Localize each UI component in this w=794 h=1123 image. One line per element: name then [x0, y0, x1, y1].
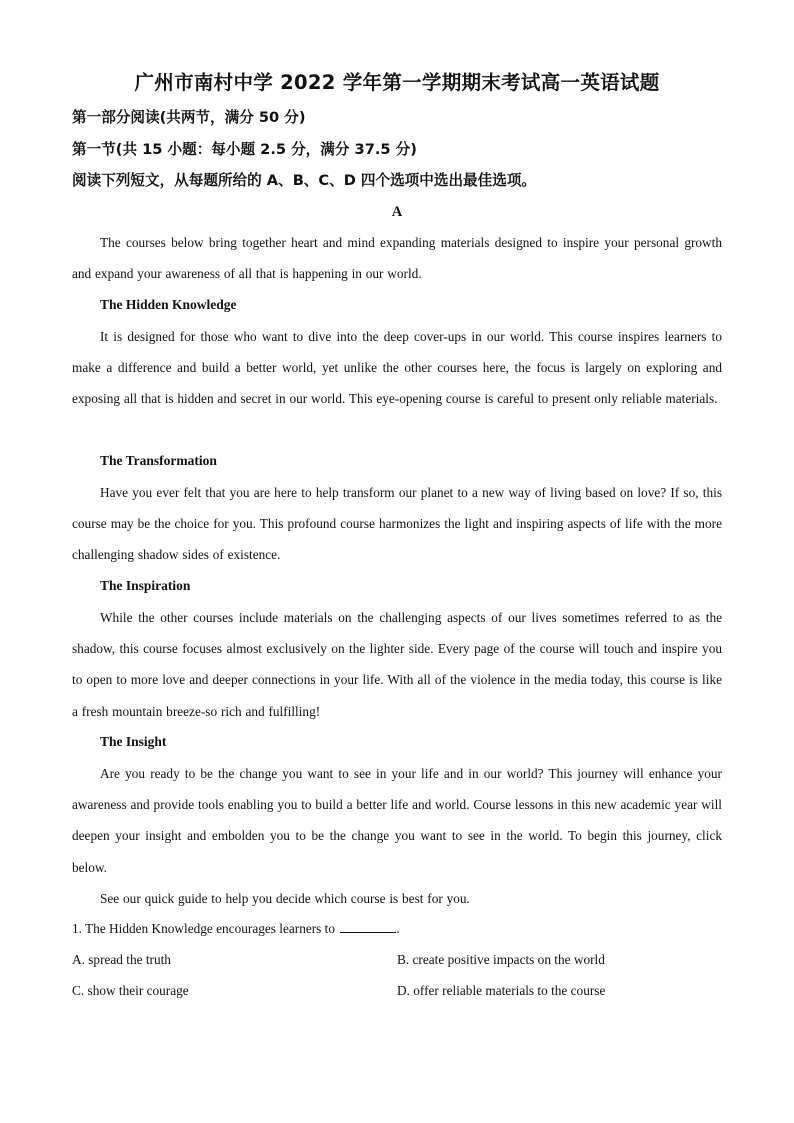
option-d[interactable]: D. offer reliable materials to the course — [397, 983, 606, 998]
section-one-heading: 第一节(共 15 小题：每小题 2.5 分，满分 37.5 分) — [72, 141, 417, 158]
course-text-insight: Are you ready to be the change you want to see in your life and in our world? This journey will enhance your awareness and provide tools enabling you to build a better life and world. Course lessons in this new academic year will deepen your insight and embolden you to be the change you want to see in the world. To begin this journey, click below. — [72, 766, 722, 875]
question-1-stem: 1. The Hidden Knowledge encourages learners to — [72, 921, 336, 936]
course-text-transformation: Have you ever felt that you are here to help transform our planet to a new way of living based on love? If so, this course may be the choice for you. This profound course harmonizes the light and inspiring aspects of life with the more challenging shadow sides of existence. — [72, 485, 722, 563]
option-a[interactable]: A. spread the truth — [72, 952, 171, 967]
exam-title: 广州市南村中学 2022 学年第一学期期末考试高一英语试题 — [134, 71, 660, 94]
course-title-hidden-knowledge: The Hidden Knowledge — [100, 297, 237, 312]
option-b[interactable]: B. create positive impacts on the world — [397, 952, 605, 967]
course-text-inspiration: While the other courses include materials on the challenging aspects of our lives sometimes referred to as the shadow, this course focuses almost exclusively on the lighter side. Every page of the course will touch and inspire you to open to more love and deeper connections in your life. With all of the violence in the media today, this course is like a fresh mountain breeze-so rich and fulfilling! — [72, 610, 722, 719]
course-title-transformation: The Transformation — [100, 453, 217, 468]
course-title-inspiration: The Inspiration — [100, 578, 191, 593]
course-text-hidden-knowledge: It is designed for those who want to dive into the deep cover-ups in our world. This course inspires learners to make a difference and build a better world, yet unlike the other courses here, the focus is largely on exploring and exposing all that is hidden and secret in our world. This eye-opening course is careful to present only reliable materials. — [72, 329, 722, 407]
part-one-heading: 第一部分阅读(共两节，满分 50 分) — [72, 109, 306, 126]
answer-blank — [340, 920, 396, 933]
option-c[interactable]: C. show their courage — [72, 983, 189, 998]
question-1 — [72, 919, 400, 939]
question-1-end: . — [396, 921, 400, 936]
passage-intro: The courses below bring together heart and mind expanding materials designed to inspire your personal growth and expand your awareness of all that is happening in our world. — [72, 235, 722, 282]
passage-closing: See our quick guide to help you decide which course is best for you. — [100, 891, 470, 906]
passage-letter: A — [391, 204, 403, 220]
instructions: 阅读下列短文，从每题所给的 A、B、C、D 四个选项中选出最佳选项。 — [72, 172, 537, 189]
course-title-insight: The Insight — [100, 734, 167, 749]
